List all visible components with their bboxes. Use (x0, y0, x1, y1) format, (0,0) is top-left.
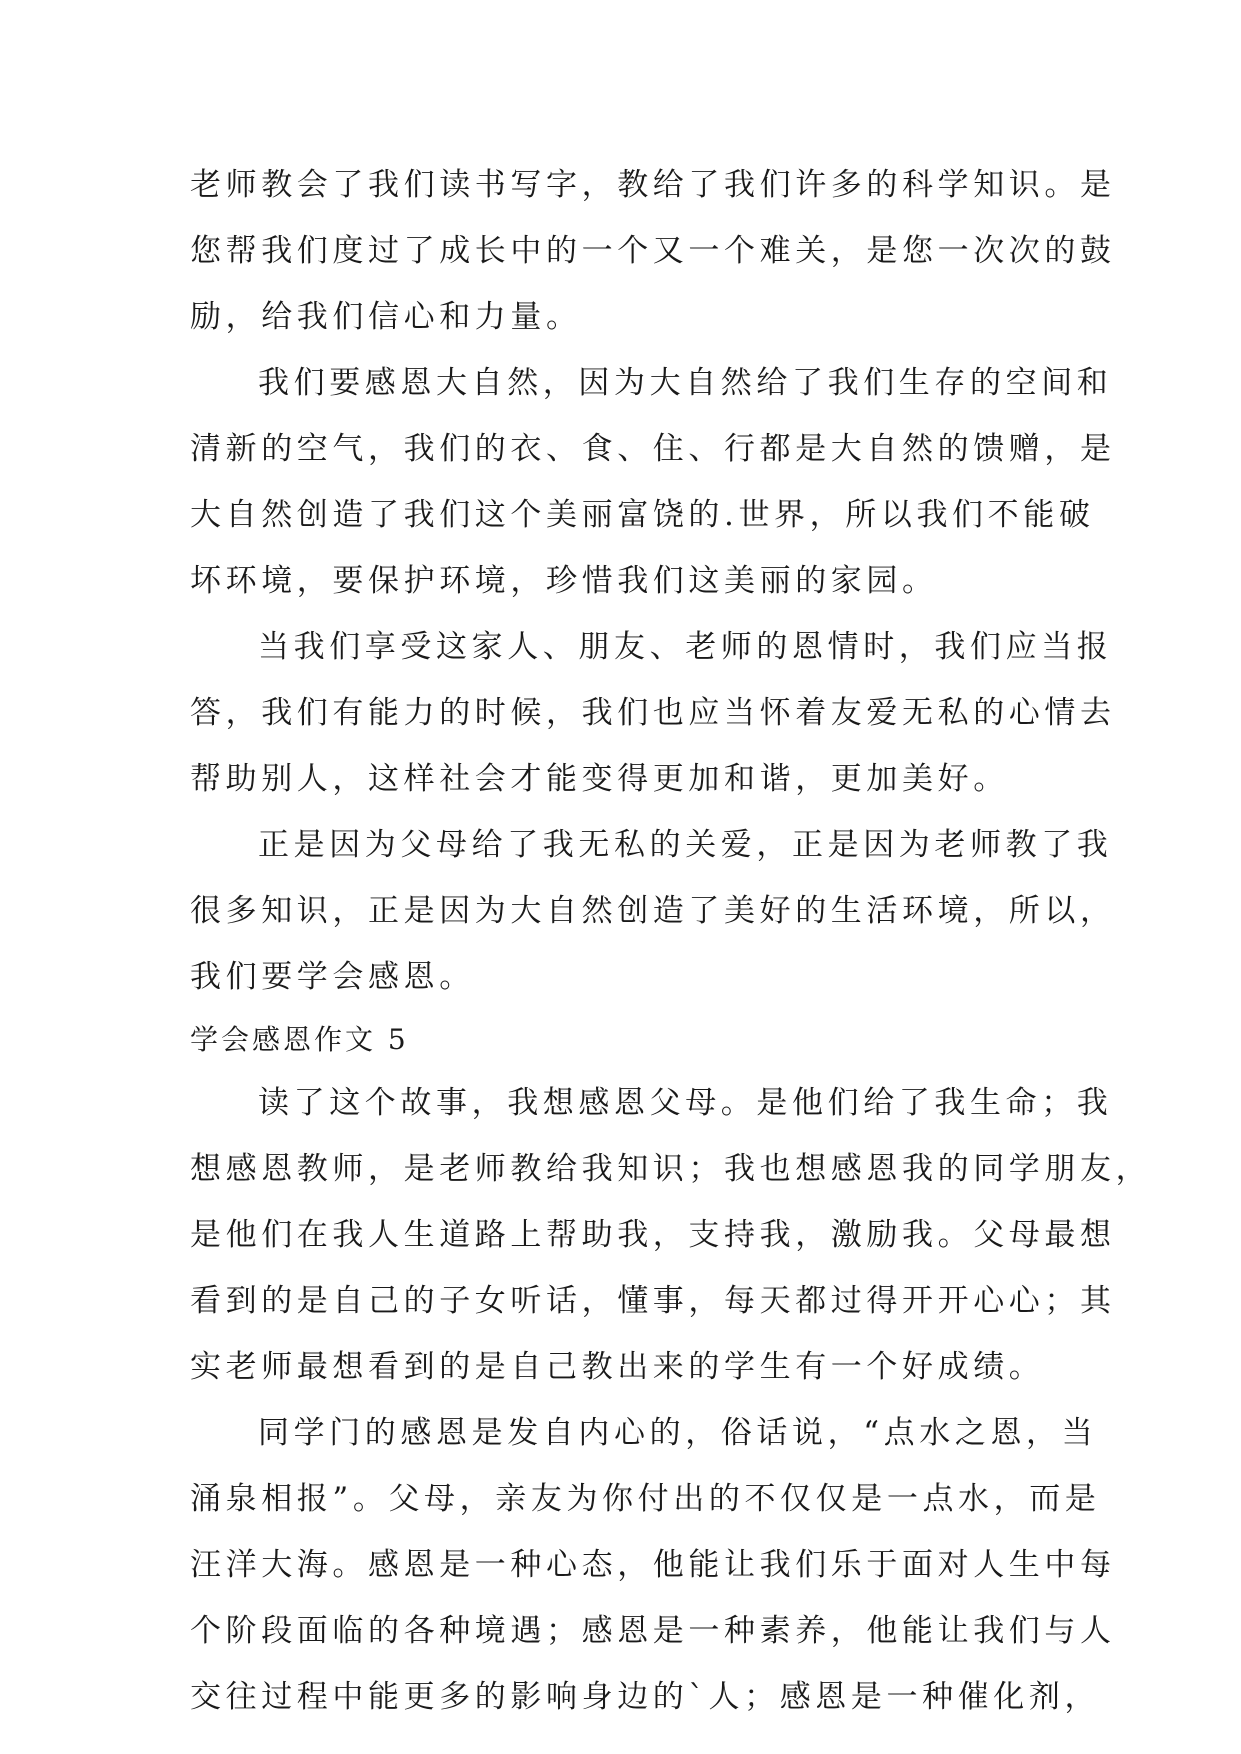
text-line: 大自然创造了我们这个美丽富饶的.世界，所以我们不能破 (190, 497, 1095, 533)
text-line: 同学门的感恩是发自内心的，俗话说，“点水之恩，当 (258, 1415, 1098, 1451)
paragraph-story (190, 1070, 1152, 1400)
text-line: 很多知识，正是因为大自然创造了美好的生活环境，所以， (190, 893, 1116, 929)
text-line: 答，我们有能力的时候，我们也应当怀着友爱无私的心情去 (190, 695, 1116, 731)
text-line: 帮助别人，这样社会才能变得更加和谐，更加美好。 (190, 761, 1009, 797)
text-line: 坏环境，要保护环境，珍惜我们这美丽的家园。 (190, 563, 938, 599)
text-line: 交往过程中能更多的影响身边的`人；感恩是一种催化剂， (190, 1679, 1101, 1715)
text-line: 是他们在我人生道路上帮助我，支持我，激励我。父母最想 (190, 1217, 1116, 1253)
text-line: 涌泉相报”。父母，亲友为你付出的不仅仅是一点水，而是 (190, 1481, 1101, 1517)
text-line: 老师教会了我们读书写字，教给了我们许多的科学知识。是 (190, 167, 1116, 203)
paragraph-repay (190, 614, 1116, 812)
text-line: 我们要学会感恩。 (190, 959, 475, 995)
text-line: 汪洋大海。感恩是一种心态，他能让我们乐于面对人生中每 (190, 1547, 1116, 1583)
document-body (190, 152, 1152, 1730)
text-line: 读了这个故事，我想感恩父母。是他们给了我生命；我 (258, 1085, 1113, 1121)
paragraph-gratitude (190, 1400, 1116, 1730)
text-line: 我们要感恩大自然，因为大自然给了我们生存的空间和 (258, 365, 1113, 401)
text-line: 励，给我们信心和力量。 (190, 299, 582, 335)
text-line: 看到的是自己的子女听话，懂事，每天都过得开开心心；其 (190, 1283, 1116, 1319)
text-line: 当我们享受这家人、朋友、老师的恩情时，我们应当报 (258, 629, 1113, 665)
section-heading: 学会感恩作文 5 (190, 1023, 409, 1056)
paragraph-nature (190, 350, 1116, 614)
text-line: 实老师最想看到的是自己教出来的学生有一个好成绩。 (190, 1349, 1045, 1385)
text-line: 个阶段面临的各种境遇；感恩是一种素养，他能让我们与人 (190, 1613, 1116, 1649)
text-line: 您帮我们度过了成长中的一个又一个难关，是您一次次的鼓 (190, 233, 1116, 269)
text-line: 想感恩教师，是老师教给我知识；我也想感恩我的同学朋友， (190, 1151, 1152, 1187)
text-line: 清新的空气，我们的衣、食、住、行都是大自然的馈赠，是 (190, 431, 1116, 467)
text-line: 正是因为父母给了我无私的关爱，正是因为老师教了我 (258, 827, 1113, 863)
paragraph-teacher (190, 152, 1116, 350)
paragraph-conclusion (190, 812, 1116, 1010)
